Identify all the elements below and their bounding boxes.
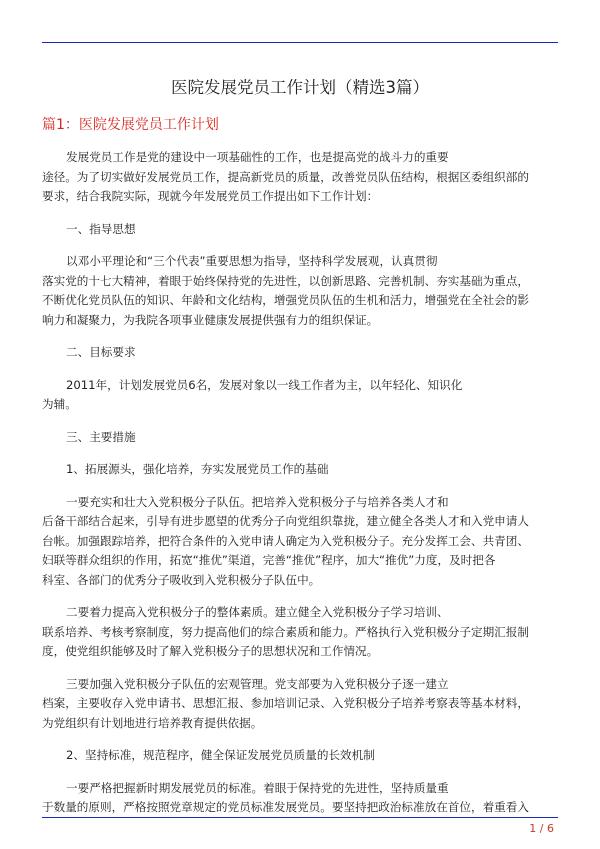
paragraph-line: 不断优化党员队伍的知识、年龄和文化结构，增强党员队伍的生机和活力，增强党在全社会的影 [42,293,529,307]
paragraph-line: 以邓小平理论和“三个代表”重要思想为指导，坚持科学发展观，认真贯彻 [66,254,438,268]
paragraph-line: 度，使党组织能够及时了解入党积极分子的思想状况和工作情况。 [42,644,379,658]
paragraph-line: 于数量的原则，严格按照党章规定的党员标准发展党员。要坚持把政治标准放在首位，着重看入 [42,800,529,814]
paragraph-line: 档案，主要收存入党申请书、思想汇报、参加培训记录、入党积极分子培养考察表等基本材料， [42,696,529,710]
paragraph-line: 途径。为了切实做好发展党员工作，提高新党员的质量，改善党员队伍结构，根据区委组织部的 [42,169,529,184]
paragraph-line: 为党组织有计划地进行培养教育提供依据。 [42,715,263,730]
paragraph-line: 2011年，计划发展党员6名，发展对象以一线工作者为主，以年轻化、知识化 [66,377,463,392]
paragraph-line: 三、主要措施 [66,429,136,444]
section-title: 篇1：医院发展党员工作计划 [42,117,219,133]
paragraph [42,460,560,480]
paragraph-line: 二要着力提高入党积极分子的整体素质。建立健全入党积极分子学习培训、 [66,605,449,619]
paragraph [42,428,560,448]
document-body [42,148,560,831]
paragraph-line: 科室、各部门的优秀分子吸收到入党积极分子队伍中。 [42,572,321,587]
paragraph [42,376,560,415]
paragraph-line: 响力和凝聚力，为我院各项事业健康发展提供强有力的组织保证。 [42,312,379,327]
paragraph-line: 一、指导思想 [66,221,136,236]
paragraph-line: 后备干部结合起来，引导有进步愿望的优秀分子向党组织靠拢，建立健全各类人才和入党申请人 [42,514,529,528]
paragraph-line: 落实党的十七大精神，着眼于始终保持党的先进性，以创新思路、完善机制、夯实基础为重点， [42,273,529,288]
header-rule [42,42,558,43]
paragraph [42,603,560,662]
paragraph-line: 为辅。 [42,397,77,411]
paragraph [42,493,560,591]
paragraph [42,779,560,818]
paragraph-line: 二、目标要求 [66,345,136,359]
paragraph [42,148,560,207]
paragraph [42,675,560,734]
footer-rule [42,817,558,818]
paragraph-line: 妇联等群众组织的作用，拓宽“推优”渠道，完善“推优”程序，加大“推优”力度，及时把各 [42,553,496,567]
paragraph-line: 2、坚持标准，规范程序，健全保证发展党员质量的长效机制 [66,748,375,762]
paragraph-line: 三要加强入党积极分子队伍的宏观管理。党支部要为入党积极分子逐一建立 [66,676,449,691]
paragraph-line: 发展党员工作是党的建设中一项基础性的工作，也是提高党的战斗力的重要 [66,150,449,164]
paragraph-line: 一要严格把握新时期发展党员的标准。着眼于保持党的先进性，坚持质量重 [66,780,449,795]
paragraph-line: 台帐。加强跟踪培养，把符合条件的入党申请人确定为入党积极分子。充分发挥工会、共青团、 [42,533,529,548]
page-number: 1 / 6 [529,822,554,835]
paragraph-line: 1、拓展源头，强化培养，夯实发展党员工作的基础 [66,462,329,476]
paragraph-line: 联系培养、考核考察制度，努力提高他们的综合素质和能力。严格执行入党积极分子定期汇报制 [42,624,529,639]
paragraph [42,343,560,363]
document-title: 医院发展党员工作计划（精选3篇） [171,78,429,97]
paragraph [42,746,560,766]
paragraph-line: 要求，结合我院实际，现就今年发展党员工作提出如下工作计划： [42,189,379,203]
paragraph [42,252,560,330]
paragraph-line: 一要充实和壮大入党积极分子队伍。把培养入党积极分子与培养各类人才和 [66,494,449,509]
paragraph [42,220,560,240]
